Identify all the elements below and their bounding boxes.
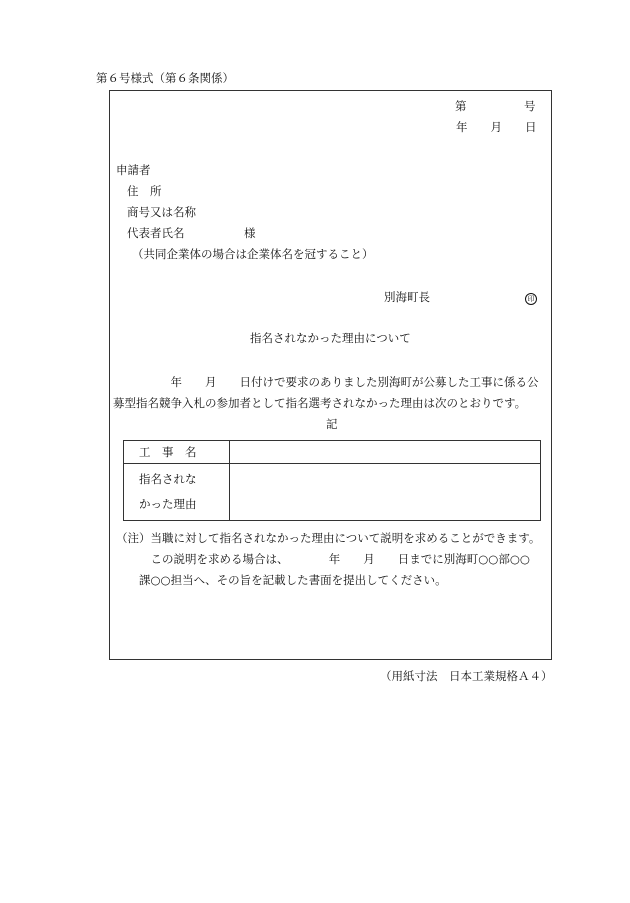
trade-name-label: 商号又は名称 [127,205,196,219]
ki-heading: 記 [326,417,338,431]
work-name-label-cell [124,441,230,464]
seal-mark [525,292,537,305]
representative-label: 代表者氏名 [127,226,185,240]
body-line-1: 年 月 日付けで要求のありました別海町が公募した工事に係る公 [113,375,539,389]
reason-label-line-1: 指名されな [139,472,197,486]
subject-title: 指名されなかった理由について [250,331,411,345]
reason-label-cell [124,464,230,521]
note-line-1: （注）当職に対して指名されなかった理由について説明を求めることができます。 [116,531,541,545]
seal-icon: 印 [525,293,537,305]
work-name-value-cell [230,441,541,464]
paper-size-footer: （用紙寸法 日本工業規格Ａ４） [380,669,553,683]
reason-label-line-2: かった理由 [139,497,197,511]
honorific: 様 [244,226,256,240]
document-number: 第 号 [455,99,536,113]
address-label: 住 所 [127,184,162,198]
issue-date: 年 月 日 [456,120,537,134]
work-name-label: 工 事 名 [139,445,197,459]
note-line-2: この説明を求める場合は、 年 月 日までに別海町○○部○○ [116,552,530,566]
reason-value-cell [230,464,541,521]
form-title: 第６号様式（第６条関係） [96,71,234,85]
body-line-2: 募型指名競争入札の参加者として指名選考されなかった理由は次のとおりです。 [113,396,527,410]
sender-name: 別海町長 [384,290,430,304]
applicant-heading: 申請者 [116,163,151,177]
work-table [123,440,541,521]
note-line-3: 課○○担当へ、その旨を記載した書面を提出してください。 [116,573,447,587]
joint-venture-note: （共同企業体の場合は企業体名を冠すること） [132,247,374,261]
